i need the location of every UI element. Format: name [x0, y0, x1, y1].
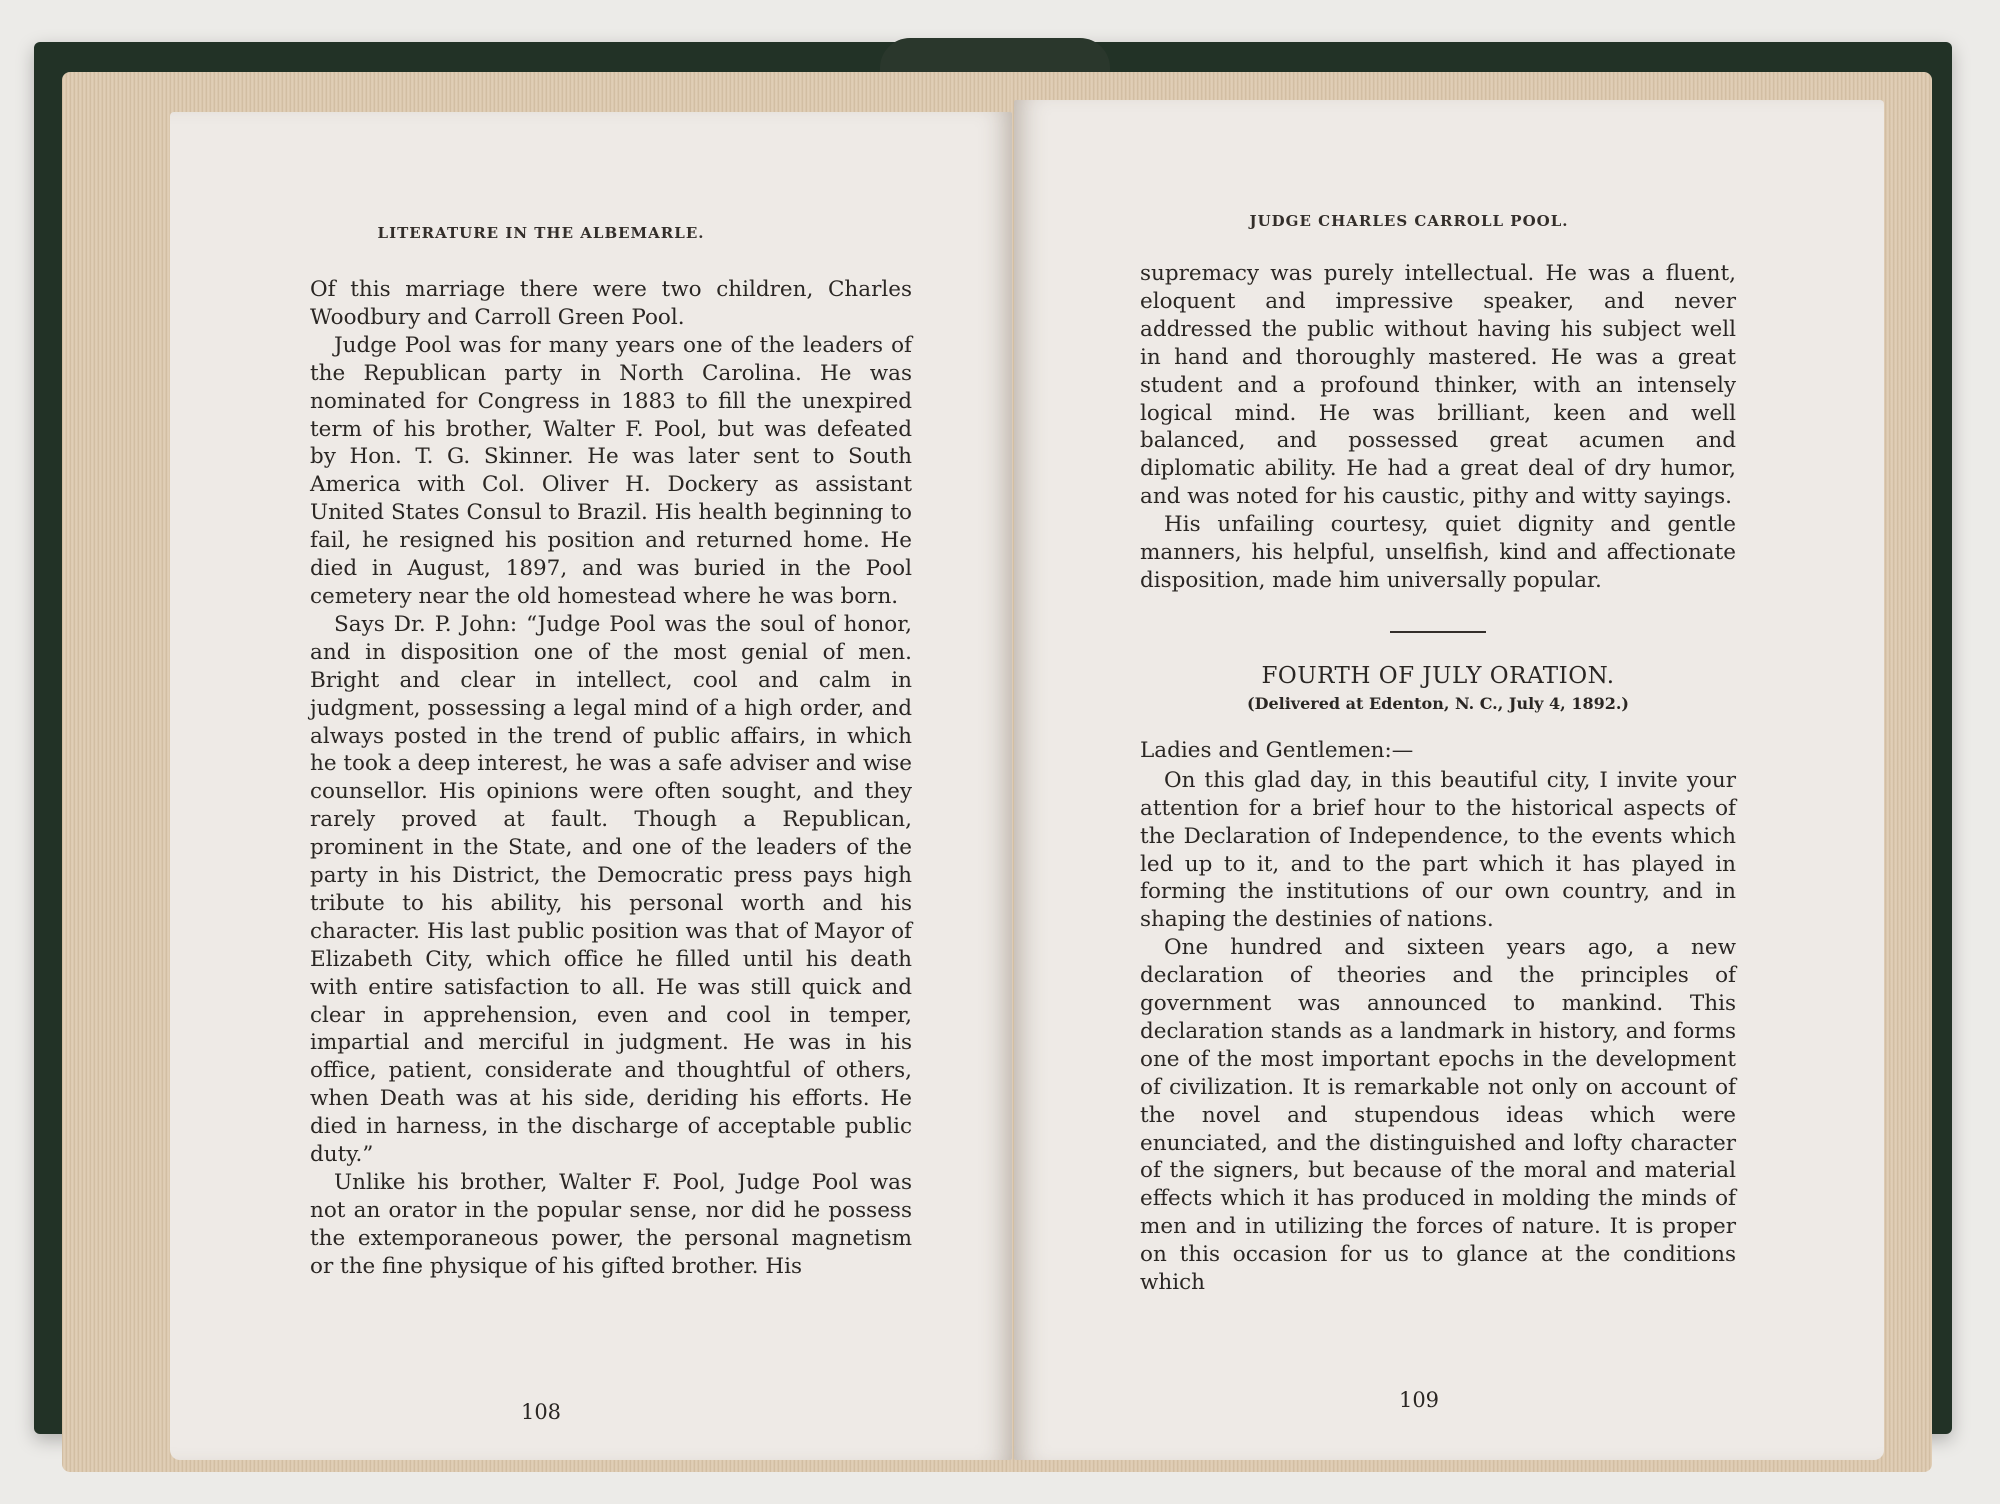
paragraph: On this glad day, in this beautiful city, I invite your attention for a brief hour to the historical aspects of the Declaration of Independence, to the events which led up to it, and to the part which it has played in forming the institutions of our own country, and in shaping the destinies of nations. — [1140, 767, 1736, 933]
salutation: Ladies and Gentlemen:— — [1140, 737, 1414, 763]
paragraph: supremacy was purely intellectual. He was a fluent, eloquent and impressive speaker, and never addressed the public without having his subject well in hand and thoroughly mastered. He was a great student and a profound thinker, with an intensely logical mind. He was brilliant, keen and well balanced, and possessed great acumen and diplomatic ability. He had a great deal of dry humor, and was noted for his caustic, pithy and witty sayings. — [1140, 261, 1736, 510]
page-number-right: 109 — [1398, 1388, 1440, 1412]
paragraph: Of this marriage there were two children, Charles Woodbury and Carroll Green Pool. — [310, 277, 912, 330]
running-head-right: JUDGE CHARLES CARROLL POOL. — [1249, 212, 1569, 230]
right-page-body — [1140, 260, 1736, 1297]
paragraph: One hundred and sixteen years ago, a new declaration of theories and the principles of government was announced to mankind. This declaration stands as a landmark in history, and forms one of the most important epochs in the development of civilization. It is remarkable not only on account of the novel and stupendous ideas which were enunciated, and the distinguished and lofty character of the signers, but because of the moral and material effects which it has produced in molding the minds of men and in utilizing the forces of nature. It is proper on this occasion for us to glance at the conditions which — [1140, 935, 1736, 1296]
paragraph: Says Dr. P. John: “Judge Pool was the soul of honor, and in disposition one of the most genial of men. Bright and clear in intellect, cool and calm in judgment, possessing a legal mind of a high order, and always posted in the trend of public affairs, in which he took a deep interest, he was a safe adviser and wise counsellor. His opinions were often sought, and they rarely proved at fault. Though a Republican, prominent in the State, and one of the leaders of the party in his District, the Democratic press pays high tribute to his ability, his personal worth and his character. His last public position was that of Mayor of Elizabeth City, which office he filled until his death with entire satisfaction to all. He was still quick and clear in apprehension, even and cool in temper, impartial and merciful in judgment. He was in his office, patient, considerate and thoughtful of others, when Death was at his side, deriding his efforts. He died in harness, in the discharge of acceptable public duty.” — [310, 611, 912, 1168]
section-title: FOURTH OF JULY ORATION. — [1261, 662, 1615, 689]
section-subtitle: (Delivered at Edenton, N. C., July 4, 1892.) — [1247, 693, 1629, 713]
paragraph: Judge Pool was for many years one of the leaders of the Republican party in North Carolina. He was nominated for Congress in 1883 to fill the unexpired term of his brother, Walter F. Pool, but was defeated by Hon. T. G. Skinner. He was later sent to South America with Col. Oliver H. Dockery as assistant United States Consul to Brazil. His health beginning to fail, he resigned his position and returned home. He died in August, 1897, and was buried in the Pool cemetery near the old homestead where he was born. — [310, 332, 912, 609]
right-page — [1014, 100, 1884, 1460]
running-head-left: LITERATURE IN THE ALBEMARLE. — [377, 224, 705, 242]
paragraph: His unfailing courtesy, quiet dignity and gentle manners, his helpful, unselfish, kind and affectionate disposition, made him universally popular. — [1140, 512, 1736, 593]
section-divider — [1390, 631, 1486, 633]
paragraph: Unlike his brother, Walter F. Pool, Judge Pool was not an orator in the popular sense, nor did he possess the extemporaneous power, the personal magnetism or the fine physique of his gifted brother. His — [310, 1170, 912, 1279]
left-page — [170, 112, 1012, 1460]
page-number-left: 108 — [520, 1400, 562, 1424]
left-page-body — [310, 276, 912, 1281]
